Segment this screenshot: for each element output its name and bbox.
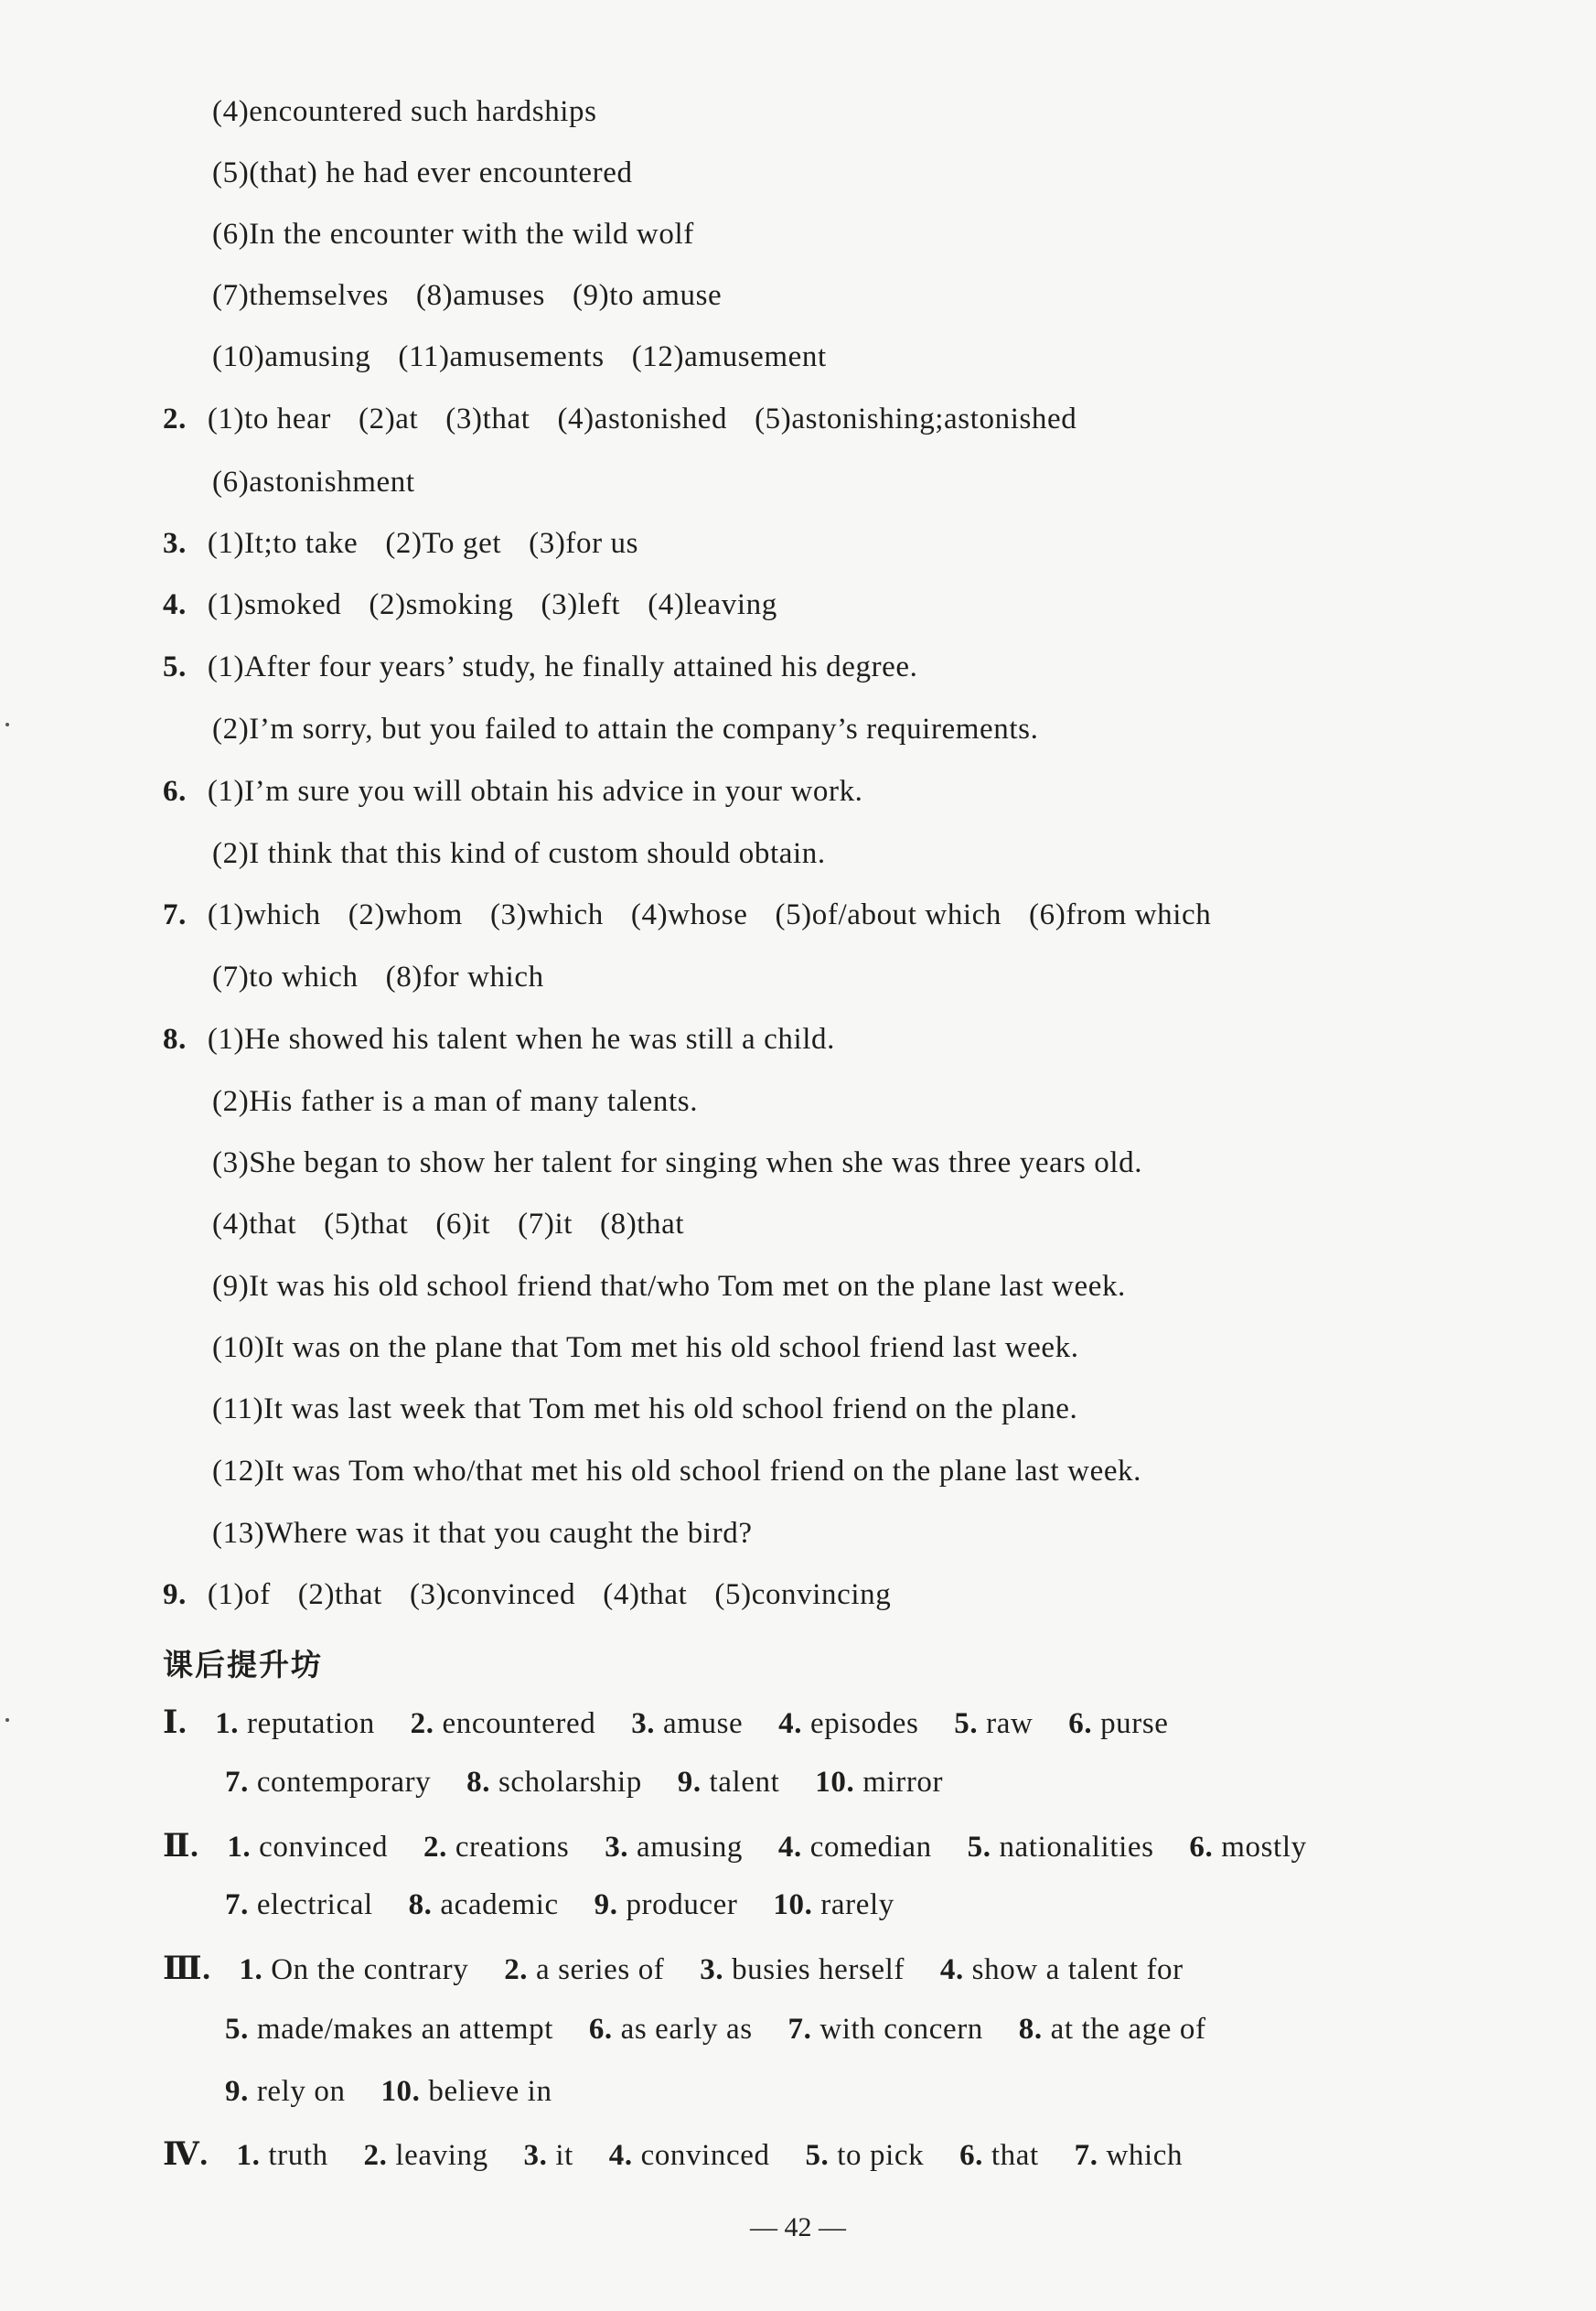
item-number: 5. bbox=[225, 2013, 249, 2046]
answer-part: (1)smoked bbox=[207, 588, 342, 621]
item-number: 1. bbox=[236, 2139, 261, 2172]
answer-phrase: as early as bbox=[620, 2013, 753, 2046]
answer-line: (13)Where was it that you caught the bird? bbox=[212, 1517, 753, 1550]
answer-phrase: made/makes an attempt bbox=[256, 2013, 553, 2046]
answer-line: (2)I’m sorry, but you failed to attain the company’s requirements. bbox=[212, 713, 1039, 746]
answer-part: (4)that bbox=[212, 1208, 297, 1241]
section-roman-numeral: Ⅰ. bbox=[163, 1704, 187, 1740]
answer-line: (10)It was on the plane that Tom met his old school friend last week. bbox=[212, 1331, 1079, 1364]
answer-phrase: show a talent for bbox=[971, 1953, 1184, 1986]
question-4 bbox=[163, 588, 777, 622]
section-roman-numeral: Ⅱ. bbox=[163, 1828, 199, 1864]
answer-line: (5)(that) he had ever encountered bbox=[212, 156, 633, 189]
answer-part: (1)to hear bbox=[207, 403, 331, 435]
answer-line bbox=[212, 279, 722, 313]
answer-line: (3)She began to show her talent for singing when she was three years old. bbox=[212, 1146, 1143, 1179]
answer-line: (6)astonishment bbox=[212, 466, 415, 499]
answer-word: encountered bbox=[442, 1707, 596, 1740]
answer-word: convinced bbox=[640, 2139, 770, 2172]
item-number: 7. bbox=[1074, 2139, 1098, 2172]
answer-sentence: (1)After four years’ study, he finally attained his degree. bbox=[207, 650, 918, 683]
answer-word: creations bbox=[455, 1831, 570, 1864]
item-number: 8. bbox=[1018, 2013, 1043, 2046]
answer-phrase: with concern bbox=[819, 2013, 983, 2046]
item-number: 6. bbox=[588, 2013, 613, 2046]
answer-phrase: at the age of bbox=[1050, 2013, 1206, 2046]
item-number: 8. bbox=[408, 1888, 433, 1921]
answer-part: (4)whose bbox=[630, 898, 748, 931]
answer-part: (4)astonished bbox=[557, 403, 728, 435]
answer-word: it bbox=[555, 2139, 573, 2172]
page-number: — 42 — bbox=[750, 2212, 846, 2242]
item-number: 5. bbox=[805, 2139, 830, 2172]
answer-part: (5)of/about which bbox=[775, 898, 1002, 931]
answer-line bbox=[212, 961, 544, 994]
question-7 bbox=[163, 898, 1211, 932]
answer-line bbox=[212, 340, 827, 374]
item-number: 10. bbox=[380, 2075, 421, 2108]
answer-part: (2)To get bbox=[385, 527, 502, 560]
item-number: 3. bbox=[523, 2139, 548, 2172]
answer-part: (1)of bbox=[207, 1578, 271, 1611]
section-4-row bbox=[163, 2135, 1183, 2173]
answer-word: comedian bbox=[809, 1831, 932, 1864]
item-number: 2. bbox=[410, 1707, 434, 1740]
answer-word: academic bbox=[440, 1888, 559, 1921]
item-number: 7. bbox=[787, 2013, 812, 2046]
answer-part: (7)it bbox=[518, 1208, 573, 1241]
answer-part: (1)which bbox=[207, 898, 321, 931]
section-roman-numeral: Ⅳ. bbox=[163, 2136, 209, 2172]
answer-word: convinced bbox=[259, 1831, 389, 1864]
question-3 bbox=[163, 527, 638, 561]
answer-part: (8)amuses bbox=[415, 279, 545, 312]
answer-part: (7)to which bbox=[212, 961, 359, 994]
answer-part: (9)to amuse bbox=[572, 279, 723, 312]
item-number: 4. bbox=[778, 1707, 803, 1740]
answer-part: (4)leaving bbox=[648, 588, 777, 621]
answer-part: (8)that bbox=[600, 1208, 685, 1241]
answer-word: episodes bbox=[809, 1707, 919, 1740]
answer-part: (1)It;to take bbox=[207, 527, 359, 560]
answer-word: which bbox=[1106, 2139, 1184, 2172]
item-number: 7. bbox=[225, 1766, 249, 1799]
item-number: 9. bbox=[677, 1766, 702, 1799]
question-number: 2. bbox=[163, 403, 187, 435]
section-heading: 课后提升坊 bbox=[163, 1647, 323, 1682]
answer-word: that bbox=[991, 2139, 1039, 2172]
scan-speck bbox=[5, 1718, 9, 1722]
answer-line: (2)I think that this kind of custom should obtain. bbox=[212, 837, 826, 870]
answer-word: amusing bbox=[637, 1831, 744, 1864]
answer-word: amuse bbox=[663, 1707, 744, 1740]
answer-word: nationalities bbox=[999, 1831, 1154, 1864]
item-number: 5. bbox=[954, 1707, 979, 1740]
section-3-row bbox=[225, 2013, 1206, 2047]
item-number: 4. bbox=[939, 1953, 964, 1986]
answer-part: (7)themselves bbox=[212, 279, 389, 312]
answer-part: (3)convinced bbox=[409, 1578, 576, 1611]
item-number: 4. bbox=[777, 1831, 802, 1864]
section-3-row bbox=[163, 1950, 1184, 1987]
answer-line: (2)His father is a man of many talents. bbox=[212, 1085, 699, 1118]
answer-phrase: rely on bbox=[256, 2075, 346, 2108]
section-1-row bbox=[163, 1704, 1169, 1741]
answer-part: (2)smoking bbox=[369, 588, 514, 621]
item-number: 3. bbox=[700, 1953, 724, 1986]
answer-part: (2)at bbox=[359, 403, 419, 435]
answer-word: raw bbox=[986, 1707, 1034, 1740]
question-8 bbox=[163, 1023, 835, 1057]
item-number: 3. bbox=[605, 1831, 629, 1864]
item-number: 1. bbox=[227, 1831, 252, 1864]
answer-part: (11)amusements bbox=[398, 340, 605, 373]
item-number: 2. bbox=[423, 1831, 447, 1864]
section-1-row bbox=[225, 1766, 943, 1800]
item-number: 8. bbox=[466, 1766, 491, 1799]
item-number: 9. bbox=[594, 1888, 618, 1921]
item-number: 6. bbox=[1068, 1707, 1093, 1740]
answer-part: (4)that bbox=[603, 1578, 688, 1611]
item-number: 2. bbox=[363, 2139, 388, 2172]
answer-sentence: (1)I’m sure you will obtain his advice in your work. bbox=[207, 775, 863, 808]
answer-part: (3)for us bbox=[529, 527, 639, 560]
item-number: 9. bbox=[225, 2075, 249, 2108]
answer-word: leaving bbox=[395, 2139, 488, 2172]
answer-part: (6)from which bbox=[1029, 898, 1212, 931]
answer-word: talent bbox=[709, 1766, 780, 1799]
answer-phrase: a series of bbox=[536, 1953, 665, 1986]
section-2-row bbox=[225, 1888, 894, 1922]
answer-word: electrical bbox=[256, 1888, 373, 1921]
question-number: 9. bbox=[163, 1578, 187, 1611]
answer-word: scholarship bbox=[498, 1766, 642, 1799]
question-number: 5. bbox=[163, 650, 187, 683]
answer-line: (6)In the encounter with the wild wolf bbox=[212, 218, 694, 251]
answer-phrase: busies herself bbox=[732, 1953, 905, 1986]
item-number: 1. bbox=[215, 1707, 240, 1740]
question-6 bbox=[163, 775, 863, 809]
question-number: 4. bbox=[163, 588, 187, 621]
item-number: 10. bbox=[815, 1766, 855, 1799]
answer-part: (5)convincing bbox=[714, 1578, 892, 1611]
answer-part: (5)that bbox=[324, 1208, 409, 1241]
answer-part: (8)for which bbox=[385, 961, 544, 994]
answer-part: (2)that bbox=[297, 1578, 382, 1611]
item-number: 5. bbox=[967, 1831, 991, 1864]
question-number: 7. bbox=[163, 898, 187, 931]
section-3-row bbox=[225, 2075, 552, 2109]
answer-part: (3)that bbox=[445, 403, 530, 435]
answer-line bbox=[212, 1208, 684, 1241]
item-number: 10. bbox=[773, 1888, 813, 1921]
item-number: 4. bbox=[608, 2139, 633, 2172]
item-number: 6. bbox=[1189, 1831, 1214, 1864]
answer-part: (3)left bbox=[541, 588, 621, 621]
answer-part: (6)it bbox=[435, 1208, 491, 1241]
question-9 bbox=[163, 1578, 891, 1612]
question-number: 3. bbox=[163, 527, 187, 560]
answer-phrase: On the contrary bbox=[271, 1953, 469, 1986]
item-number: 7. bbox=[225, 1888, 249, 1921]
answer-word: to pick bbox=[837, 2139, 925, 2172]
answer-part: (2)whom bbox=[348, 898, 463, 931]
answer-word: mirror bbox=[862, 1766, 944, 1799]
item-number: 1. bbox=[239, 1953, 263, 1986]
answer-line: (12)It was Tom who/that met his old school friend on the plane last week. bbox=[212, 1455, 1142, 1488]
answer-line: (4)encountered such hardships bbox=[212, 95, 597, 128]
item-number: 2. bbox=[504, 1953, 529, 1986]
answer-part: (3)which bbox=[489, 898, 604, 931]
answer-line: (11)It was last week that Tom met his old school friend on the plane. bbox=[212, 1392, 1078, 1425]
question-number: 8. bbox=[163, 1023, 187, 1056]
answer-word: contemporary bbox=[256, 1766, 432, 1799]
section-2-row bbox=[163, 1827, 1307, 1865]
question-2 bbox=[163, 403, 1076, 436]
question-5 bbox=[163, 650, 918, 684]
item-number: 3. bbox=[631, 1707, 656, 1740]
answer-sentence: (1)He showed his talent when he was still a child. bbox=[207, 1023, 835, 1056]
answer-word: truth bbox=[268, 2139, 328, 2172]
scan-speck bbox=[5, 723, 9, 726]
answer-word: producer bbox=[626, 1888, 738, 1921]
answer-word: mostly bbox=[1221, 1831, 1307, 1864]
section-roman-numeral: Ⅲ. bbox=[163, 1951, 211, 1986]
question-number: 6. bbox=[163, 775, 187, 808]
answer-part: (5)astonishing;astonished bbox=[755, 403, 1077, 435]
answer-word: rarely bbox=[820, 1888, 894, 1921]
answer-part: (12)amusement bbox=[631, 340, 827, 373]
item-number: 6. bbox=[959, 2139, 984, 2172]
answer-line: (9)It was his old school friend that/who Tom met on the plane last week. bbox=[212, 1270, 1126, 1303]
answer-word: purse bbox=[1100, 1707, 1169, 1740]
answer-part: (10)amusing bbox=[212, 340, 371, 373]
answer-word: reputation bbox=[247, 1707, 375, 1740]
answer-phrase: believe in bbox=[428, 2075, 552, 2108]
